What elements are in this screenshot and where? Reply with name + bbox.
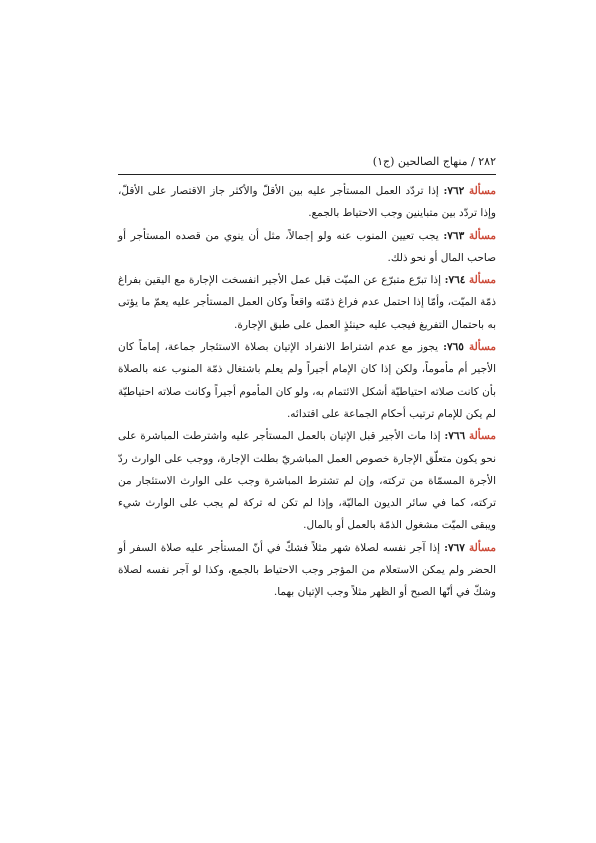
issue-paragraph [118,537,496,604]
running-head: ٢٨٢ / منهاج الصالحين (ج١) [372,155,496,168]
issue-label: مسألة [468,541,497,554]
issue-label: مسألة [468,274,496,287]
issue-text: إذا تردّد العمل المستأجر عليه بين الأقلّ والأكثر جاز الاقتصار على الأقلّ، وإذا تردّد بين متباينين وجب الاحتياط بالجمع. [118,185,496,220]
issue-paragraph [118,180,496,225]
issue-number: ٧٦٧: [444,541,465,554]
issue-paragraph [118,269,496,336]
page-body [118,180,496,604]
issue-number: ٧٦٢: [443,185,465,197]
issue-number: ٧٦٣: [443,229,465,242]
issue-number: ٧٦٥: [443,341,464,354]
issue-text: إذا تبرّع متبرّع عن الميّت قبل عمل الأجير انفسخت الإجارة مع اليقين بفراغ ذمّة الميّت، وأمّا إذا احتمل عدم فراغ ذمّته واقعاً وكان العمل المستأجر عليه يعمّ ما يؤتى به باحتمال التفريغ فيجب عليه حينئذٍ العمل على طبق الإجارة. [118,274,496,331]
issue-label: مسألة [468,341,496,354]
issue-paragraph [118,225,496,270]
issue-number: ٧٦٤: [444,274,466,287]
issue-text: يجب تعيين المنوب عنه ولو إجمالاً، مثل أن ينوي من قصده المستأجر أو صاحب المال أو نحو ذلك. [118,229,496,264]
issue-label: مسألة [468,430,496,443]
issue-label: مسألة [468,229,496,242]
issue-number: ٧٦٦: [444,430,466,443]
header-rule [118,174,496,175]
issue-label: مسألة [468,185,496,197]
issue-paragraph [118,425,496,536]
issue-text: إذا مات الأجير قبل الإتيان بالعمل المستأجر عليه واشترطت المباشرة على نحو يكون متعلّق الإجارة خصوص العمل المباشريّ بطلت الإجارة، ووجب على الوارث ردّ الأجرة المسمّاة من تركته، وإن لم تشترط المباشرة وجب على الوارث الاستئجار من تركته، كما في سائر الديون الماليّة، وإذا لم تكن له تركة لم يجب على الوارث شيء ويبقى الميّت مشغول الذمّة بالعمل أو بالمال. [118,430,496,532]
issue-paragraph [118,336,496,425]
issue-text: إذا آجر نفسه لصلاة شهر مثلاً فشكّ في أنّ المستأجر عليه صلاة السفر أو الحضر ولم يمكن الاستعلام من المؤجر وجب الاحتياط بالجمع، وكذا لو آجر نفسه لصلاة وشكّ في أنّها الصبح أو الظهر مثلاً وجب الإتيان بهما. [118,541,496,599]
issue-text: يجوز مع عدم اشتراط الانفراد الإتيان بصلاة الاستئجار جماعة، إماماً كان الأجير أم مأموماً، ولكن إذا كان الإمام أجيراً ولم يعلم باشتغال ذمّة المنوب عنه بالصلاة بأن كانت صلاته احتياطيّة أشكل الائتمام به، ولو كان المأموم أجيراً وكانت صلاته احتياطيّة لم يكن للإمام ترتيب أحكام الجماعة على اقتدائه. [118,341,496,420]
